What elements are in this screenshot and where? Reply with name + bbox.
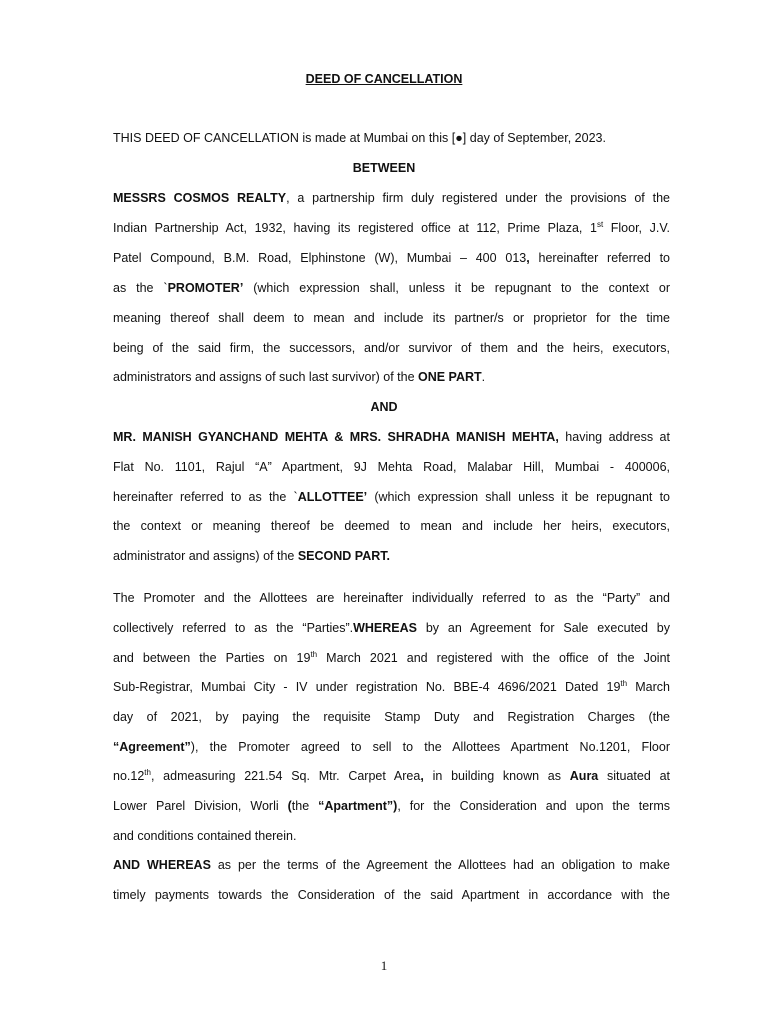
allottee-line-1-text: having address at bbox=[558, 430, 670, 444]
allottee-defined-term: ALLOTTEE’ bbox=[297, 490, 368, 504]
whereas-line-2-text-end: by an Agreement for Sale executed by bbox=[417, 621, 670, 635]
promoter-line-2-text-end: Floor, J.V. bbox=[603, 221, 671, 235]
whereas-line-8 bbox=[113, 798, 670, 814]
promoter-line-3 bbox=[113, 250, 670, 266]
whereas-line-2-text: collectively referred to as the “Parties”. bbox=[113, 621, 354, 635]
whereas-line-5: day of 2021, by paying the requisite Stamp Duty and Registration Charges (the bbox=[113, 710, 670, 724]
second-part-label: SECOND PART. bbox=[297, 549, 390, 563]
apartment-defined-term: “Apartment”) bbox=[318, 799, 398, 813]
whereas-line-3-text: and between the Parties on 19 bbox=[113, 651, 311, 665]
allottee-line-1 bbox=[113, 429, 670, 445]
and-whereas-line-1 bbox=[113, 857, 670, 873]
whereas-line-7-building: in building known as bbox=[423, 769, 570, 783]
promoter-line-1-text: , a partnership firm duly registered under the provisions of the bbox=[286, 191, 670, 205]
ordinal-suffix: th bbox=[620, 678, 628, 688]
allottee-names: MR. MANISH GYANCHAND MEHTA & MRS. SHRADHA MANISH MEHTA, bbox=[113, 430, 559, 444]
promoter-line-3-text-end: hereinafter referred to bbox=[529, 251, 671, 265]
and-whereas-keyword: AND WHEREAS bbox=[113, 858, 211, 872]
promoter-line-7-text-end: . bbox=[481, 370, 486, 384]
promoter-line-3-text: Patel Compound, B.M. Road, Elphinstone (W), Mumbai – 400 013 bbox=[113, 251, 527, 265]
bold-paren: ( bbox=[287, 799, 292, 813]
promoter-name: MESSRS COSMOS REALTY bbox=[113, 191, 287, 205]
and-heading: AND bbox=[370, 400, 398, 414]
promoter-line-4 bbox=[113, 280, 670, 296]
blank-date-marker: ● bbox=[455, 131, 463, 145]
whereas-line-8-text: Lower Parel Division, Worli bbox=[113, 799, 288, 813]
whereas-line-8-text-end: , for the Consideration and upon the terms bbox=[397, 799, 670, 813]
ordinal-suffix: th bbox=[310, 649, 318, 659]
whereas-line-7-text-end: situated at bbox=[598, 769, 670, 783]
bold-comma: , bbox=[526, 251, 530, 265]
whereas-line-6 bbox=[113, 739, 670, 755]
page-number: 1 bbox=[380, 958, 388, 973]
whereas-line-4 bbox=[113, 679, 670, 695]
allottee-line-5-text: administrator and assigns) of the bbox=[113, 549, 298, 563]
intro-text-post: ] day of September, 2023. bbox=[462, 131, 606, 145]
whereas-line-6-text: ), the Promoter agreed to sell to the Allottees Apartment No.1201, Floor bbox=[190, 740, 670, 754]
between-heading: BETWEEN bbox=[352, 161, 416, 175]
document-title: DEED OF CANCELLATION bbox=[305, 72, 463, 86]
whereas-line-4-text: Sub-Registrar, Mumbai City - IV under registration No. BBE-4 4696/2021 Dated 19 bbox=[113, 680, 621, 694]
one-part-label: ONE PART bbox=[418, 370, 482, 384]
and-whereas-line-1-text: as per the terms of the Agreement the Allottees had an obligation to make bbox=[210, 858, 670, 872]
intro-text-pre: THIS DEED OF CANCELLATION is made at Mumbai on this [ bbox=[113, 131, 456, 145]
allottee-line-3-text: hereinafter referred to as the ` bbox=[113, 490, 298, 504]
promoter-line-4-text-end: (which expression shall, unless it be repugnant to the context or bbox=[243, 281, 670, 295]
whereas-line-7 bbox=[113, 768, 670, 784]
whereas-line-9: and conditions contained therein. bbox=[113, 829, 297, 843]
bold-comma: , bbox=[420, 769, 424, 783]
ordinal-suffix: th bbox=[144, 767, 151, 777]
whereas-keyword: WHEREAS bbox=[353, 621, 418, 635]
promoter-line-2-text: Indian Partnership Act, 1932, having its registered office at 112, Prime Plaza, 1 bbox=[113, 221, 597, 235]
promoter-defined-term: PROMOTER’ bbox=[167, 281, 244, 295]
promoter-line-4-text: as the ` bbox=[113, 281, 168, 295]
whereas-line-3-text-end: March 2021 and registered with the office of the Joint bbox=[317, 651, 670, 665]
allottee-line-2: Flat No. 1101, Rajul “A” Apartment, 9J Mehta Road, Malabar Hill, Mumbai - 400006, bbox=[113, 460, 670, 474]
building-name: Aura bbox=[569, 769, 599, 783]
whereas-line-7-area: , admeasuring 221.54 Sq. Mtr. Carpet Area bbox=[150, 769, 421, 783]
promoter-line-5: meaning thereof shall deem to mean and include its partner/s or proprietor for the time bbox=[113, 311, 670, 325]
whereas-line-8-the: the bbox=[291, 799, 319, 813]
allottee-line-3-text-end: (which expression shall unless it be repugnant to bbox=[367, 490, 671, 504]
agreement-defined-term: “Agreement” bbox=[113, 740, 191, 754]
ordinal-suffix: st bbox=[596, 219, 604, 229]
promoter-line-6: being of the said firm, the successors, and/or survivor of them and the heirs, executors, bbox=[113, 341, 670, 355]
whereas-line-1: The Promoter and the Allottees are hereinafter individually referred to as the “Party” and bbox=[113, 591, 670, 605]
allottee-line-4: the context or meaning thereof be deemed to mean and include her heirs, executors, bbox=[113, 519, 670, 533]
promoter-line-1 bbox=[113, 190, 670, 206]
allottee-line-5 bbox=[113, 548, 670, 564]
promoter-line-2 bbox=[113, 220, 670, 236]
whereas-line-7-text: no.12 bbox=[113, 769, 145, 783]
whereas-line-3 bbox=[113, 650, 670, 666]
promoter-line-7-text: administrators and assigns of such last survivor) of the bbox=[113, 370, 418, 384]
and-whereas-line-2: timely payments towards the Consideration of the said Apartment in accordance with the bbox=[113, 888, 670, 902]
whereas-line-4-text-end: March bbox=[627, 680, 670, 694]
allottee-line-3 bbox=[113, 489, 670, 505]
promoter-line-7 bbox=[113, 369, 670, 385]
whereas-line-2 bbox=[113, 620, 670, 636]
intro-line bbox=[113, 130, 670, 146]
